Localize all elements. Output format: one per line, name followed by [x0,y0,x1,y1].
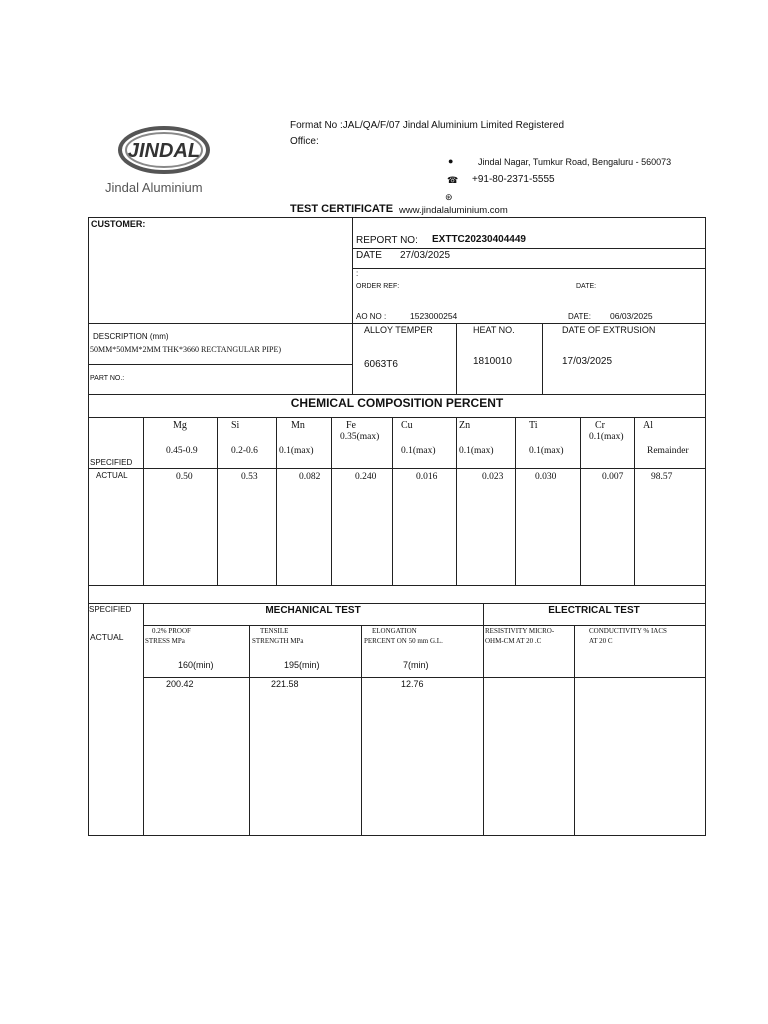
date-label: DATE [356,250,382,261]
elongation-label-1: ELONGATION [372,627,417,635]
element-name: Ti [529,420,538,431]
heat-no-label: HEAT NO. [473,325,515,335]
conductivity-label-1: CONDUCTIVITY % IACS [589,627,667,635]
element-specified: 0.35(max) [340,432,380,442]
extrusion-label: DATE OF EXTRUSION [562,325,656,335]
date-value: 27/03/2025 [400,250,451,261]
element-name: Si [231,420,240,431]
tensile-actual: 221.58 [271,679,299,689]
alloy-temper-label: ALLOY TEMPER [364,325,433,335]
elongation-actual: 12.76 [401,679,424,689]
element-actual: 0.016 [416,472,438,482]
conductivity-label-2: AT 20 C [589,637,613,645]
element-actual: 0.50 [176,472,193,482]
element-specified: 0.1(max) [459,446,494,456]
format-line-2: Office: [290,136,319,147]
element-name: Mg [173,420,187,431]
proof-specified: 160(min) [178,660,214,670]
element-specified: 0.1(max) [279,446,314,456]
element-actual: 0.240 [355,472,377,482]
alloy-temper-value: 6063T6 [364,359,398,370]
customer-label: CUSTOMER: [91,219,146,229]
tensile-label-2: STRENGTH MPa [252,637,304,645]
ao-no-value: 1523000254 [410,311,458,321]
ao-no-label: AO NO : [356,312,387,321]
proof-label-1: 0.2% PROOF [152,627,191,635]
elongation-label-2: PERCENT ON 50 mm G.L. [364,637,443,645]
mechanical-title: MECHANICAL TEST [265,605,361,616]
proof-label-2: STRESS MPa [145,637,185,645]
elongation-specified: 7(min) [403,660,429,670]
order-ref-label: ORDER REF: [356,283,400,290]
phone-text: +91-80-2371-5555 [472,174,555,185]
element-specified: 0.1(max) [529,446,564,456]
jindal-logo [118,124,210,176]
chemical-title: CHEMICAL COMPOSITION PERCENT [290,396,504,410]
format-line-1: Format No :JAL/QA/F/07 Jindal Aluminium Limited Registered [290,120,564,131]
element-specified: 0.2-0.6 [231,446,258,456]
svg-text:JINDAL: JINDAL [127,140,201,162]
ao-date-value: 06/03/2025 [610,311,653,321]
order-date-label: DATE: [576,283,597,290]
description-label: DESCRIPTION (mm) [93,332,169,341]
extrusion-value: 17/03/2025 [562,356,613,367]
element-actual: 0.082 [299,472,321,482]
website-text: www.jindalaluminium.com [399,205,508,216]
element-name: Cu [401,420,413,431]
chem-specified-label: SPECIFIED [90,458,133,467]
element-name: Fe [346,420,356,431]
heat-no-value: 1810010 [473,356,512,367]
element-name: Zn [459,420,471,431]
chem-actual-label: ACTUAL [96,471,128,480]
resistivity-label-1: RESISTIVITY MICRO- [485,627,555,635]
colon-mark: : [356,269,359,278]
report-no-label: REPORT NO: [356,235,418,246]
element-name: Cr [595,420,605,431]
proof-actual: 200.42 [166,679,194,689]
address-text: Jindal Nagar, Tumkur Road, Bengaluru - 560073 [478,157,672,167]
element-specified: 0.1(max) [401,446,436,456]
logo-caption: Jindal Aluminium [105,180,203,195]
electrical-title: ELECTRICAL TEST [548,605,640,616]
element-actual: 98.57 [651,472,673,482]
web-icon: ⊛ [445,192,453,202]
certificate-title: TEST CERTIFICATE [290,203,394,215]
part-no-label: PART NO.: [90,375,125,382]
mech-actual-label: ACTUAL [90,632,124,642]
element-actual: 0.53 [241,472,258,482]
element-actual: 0.030 [535,472,557,482]
element-actual: 0.007 [602,472,624,482]
tensile-label-1: TENSILE [260,627,289,635]
ao-date-label: DATE: [568,312,591,321]
element-specified: 0.45-0.9 [166,446,198,456]
resistivity-label-2: OHM-CM AT 20 .C [485,637,542,645]
element-name: Mn [291,420,305,431]
description-value: 50MM*50MM*2MM THK*3660 RECTANGULAR PIPE) [90,345,282,354]
element-name: Al [643,420,653,431]
location-icon: ● [448,156,454,166]
element-specified: Remainder [647,446,689,456]
mech-specified-label: SPECIFIED [89,605,132,614]
tensile-specified: 195(min) [284,660,320,670]
report-no-value: EXTTC20230404449 [432,234,526,245]
phone-icon: ☎ [447,175,459,185]
element-actual: 0.023 [482,472,504,482]
element-specified: 0.1(max) [589,432,624,442]
